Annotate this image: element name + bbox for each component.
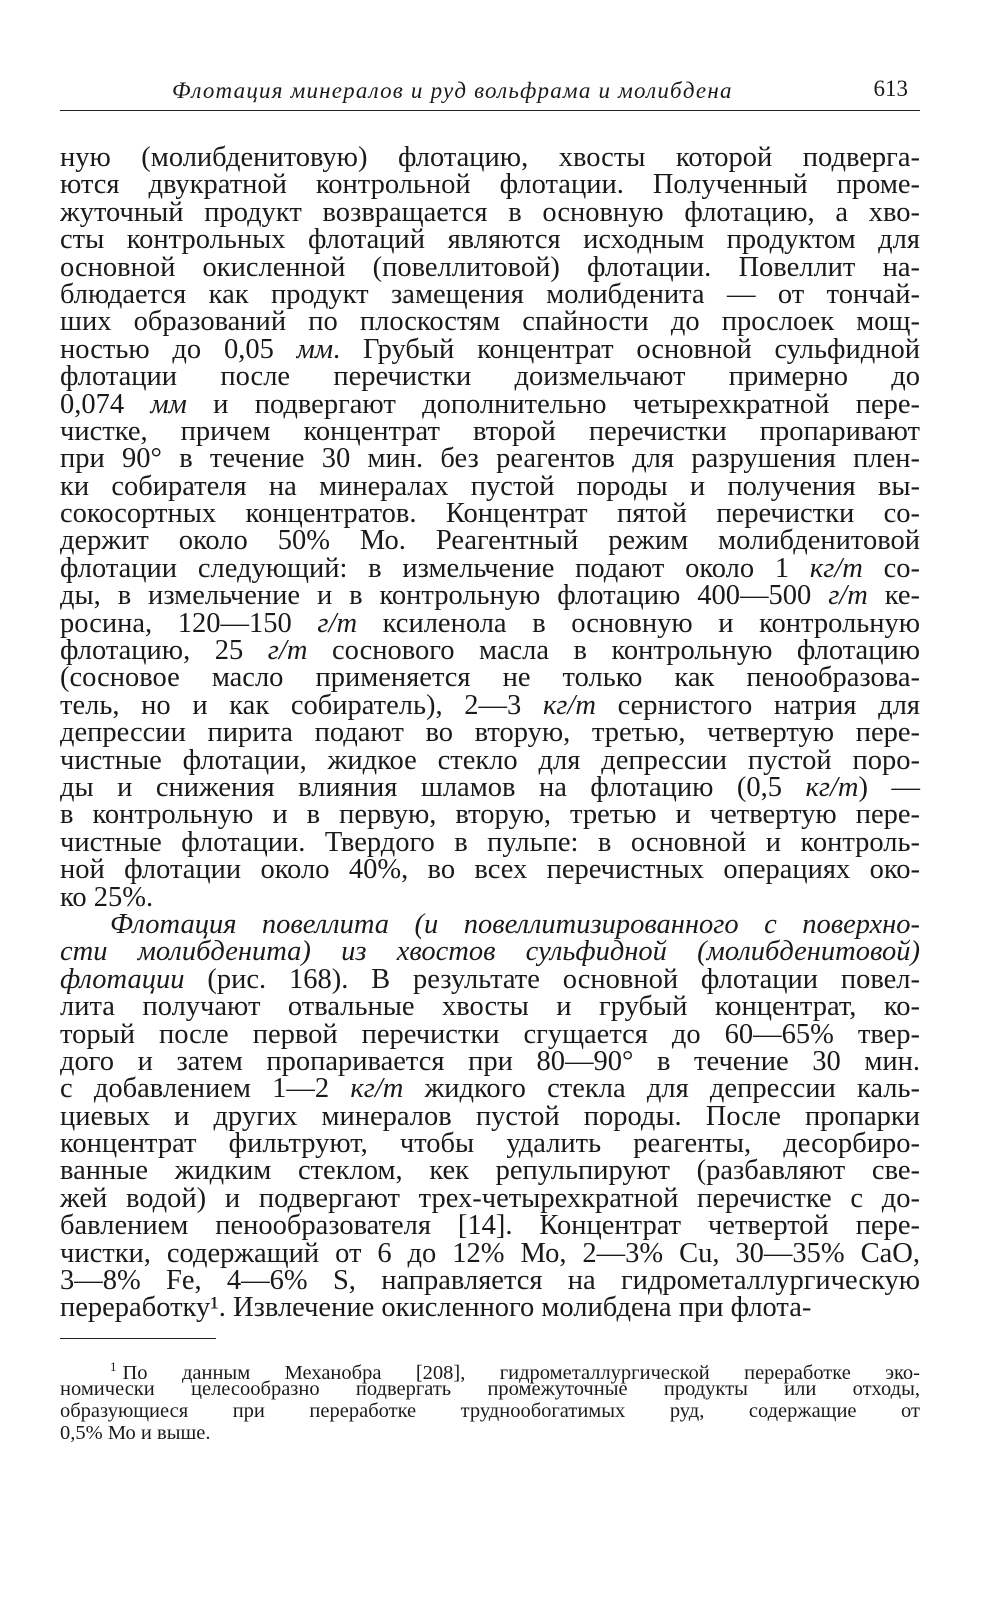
text-span: жидкого стекла для депрессии каль- xyxy=(403,1073,920,1105)
text-span: ностью до 0,05 xyxy=(60,333,297,365)
text-span: с добавлением 1—2 xyxy=(60,1073,351,1105)
text-span: концентрат фильтруют, чтобы удалить реагенты, десорбиро- xyxy=(60,1128,920,1160)
footnote-line xyxy=(60,1378,920,1400)
text-span: ды и снижения влияния шламов на флотацию (0,5 xyxy=(60,771,806,803)
text-line xyxy=(60,1045,920,1077)
text-line xyxy=(60,169,920,201)
footnote-text: 0,5% Мо и выше. xyxy=(60,1422,211,1444)
text-span: ются двукратной контрольной флотации. Полученный проме- xyxy=(60,169,920,201)
italic-span: кг/т xyxy=(350,1073,404,1105)
footnote-text: номически целесообразно подвергать промежуточные продукты или отходы, xyxy=(60,1378,920,1400)
text-span: . Грубый концентрат основной сульфидной xyxy=(333,333,920,365)
text-span: чистные флотации, жидкое стекло для депрессии пустой поро- xyxy=(60,744,920,776)
text-span: дого и затем пропаривается при 80—90° в течение 30 мин. xyxy=(60,1045,920,1077)
text-span: росина, 120—150 xyxy=(60,607,318,639)
text-span: флотации следующий: в измельчение подают около 1 xyxy=(60,552,810,584)
text-span: со- xyxy=(862,552,921,584)
text-span: переработку¹. Извлечение окисленного молибдена при флота- xyxy=(60,1292,812,1324)
text-line xyxy=(60,525,920,557)
text-line xyxy=(60,1100,920,1132)
text-span: и подвергают дополнительно четырехкратной пере- xyxy=(186,388,920,420)
italic-span: Флотация повеллита (и повеллитизированного с поверхно- xyxy=(110,908,920,940)
text-span: чистке, причем концентрат второй перечистки пропаривают xyxy=(60,415,920,447)
text-line xyxy=(60,224,920,256)
text-line xyxy=(60,689,920,721)
text-span: (сосновое масло применяется не только как пенообразова- xyxy=(60,662,920,694)
italic-span: кг/т xyxy=(542,689,596,721)
text-span: ки собирателя на минералах пустой породы и получения вы- xyxy=(60,470,920,502)
text-span: держит около 50% Мо. Реагентный режим молибденитовой xyxy=(60,525,920,557)
text-line xyxy=(60,1292,920,1324)
text-span: 0,074 xyxy=(60,388,151,420)
text-span: тель, но и как собиратель), 2—3 xyxy=(60,689,543,721)
text-line xyxy=(60,361,920,393)
text-span: сернистого натрия для xyxy=(595,689,920,721)
footnote-line xyxy=(60,1400,920,1422)
footnote-rule xyxy=(60,1338,216,1339)
text-span: ко 25%. xyxy=(60,881,154,913)
body-text xyxy=(60,144,920,1322)
text-span: (рис. 168). В результате основной флотации повел- xyxy=(184,963,920,995)
footnote-marker: 1 xyxy=(110,1359,117,1374)
text-line xyxy=(60,415,920,447)
italic-span: г/т xyxy=(317,607,358,639)
text-span: в контрольную и в первую, вторую, третью и четвертую пере- xyxy=(60,799,920,831)
text-line xyxy=(60,799,920,831)
text-line xyxy=(60,306,920,338)
text-span: лита получают отвальные хвосты и грубый концентрат, ко- xyxy=(60,991,920,1023)
text-span: флотации после перечистки доизмельчают примерно до xyxy=(60,361,920,393)
text-line xyxy=(60,552,921,584)
text-line xyxy=(60,333,920,365)
text-span: ды, в измельчение и в контрольную флотацию 400—500 xyxy=(60,580,829,612)
text-line xyxy=(60,1210,920,1242)
text-line xyxy=(60,498,920,530)
text-span: при 90° в течение 30 мин. без реагентов для разрушения плен- xyxy=(60,443,920,475)
text-line xyxy=(60,744,920,776)
text-line xyxy=(60,908,920,940)
text-span: циевых и других минералов пустой породы. После пропарки xyxy=(60,1100,920,1132)
text-line xyxy=(60,1155,920,1187)
text-span: сокосортных концентратов. Концентрат пятой перечистки со- xyxy=(60,498,920,530)
text-span: бавлением пенообразователя [14]. Концентрат четвертой пере- xyxy=(60,1210,920,1242)
text-line xyxy=(60,580,921,612)
italic-span: флотации xyxy=(60,963,185,995)
text-span: жуточный продукт возвращается в основную флотацию, а хво- xyxy=(60,196,920,228)
text-line xyxy=(60,881,920,913)
running-title: Флотация минералов и руд вольфрама и молибдена xyxy=(172,78,733,103)
text-span: торый после первой перечистки сгущается до 60—65% твер- xyxy=(60,1018,920,1050)
text-line xyxy=(60,607,920,639)
text-span: 3—8% Fe, 4—6% S, направляется на гидрометаллургическую xyxy=(60,1265,920,1297)
text-span: ших образований по плоскостям спайности до прослоек мощ- xyxy=(60,306,920,338)
text-span: основной окисленной (повеллитовой) флотации. Повеллит на- xyxy=(60,251,920,283)
text-line xyxy=(60,278,920,310)
text-line xyxy=(60,771,920,803)
text-line xyxy=(60,826,920,858)
text-span: ванные жидким стеклом, кек репульпируют (разбавляют све- xyxy=(60,1155,920,1187)
italic-span: г/т xyxy=(828,580,868,612)
italic-span: мм xyxy=(296,333,334,365)
text-line xyxy=(60,1237,920,1269)
italic-span: кг/т xyxy=(805,771,859,803)
running-head xyxy=(60,76,920,111)
text-line xyxy=(60,1182,920,1214)
text-line xyxy=(60,388,920,420)
text-line xyxy=(60,717,920,749)
text-span: жей водой) и подвергают трех-четырехкратной перечистке с до- xyxy=(60,1182,920,1214)
text-line xyxy=(60,144,920,171)
text-span: ) — xyxy=(858,771,920,803)
text-line xyxy=(60,196,920,228)
text-line xyxy=(60,470,920,502)
text-span: ную (молибденитовую) флотацию, хвосты которой подверга- xyxy=(60,142,920,173)
text-line xyxy=(60,854,920,886)
text-line xyxy=(60,1128,920,1160)
footnote-line xyxy=(60,1356,920,1384)
text-span: ке- xyxy=(867,580,921,612)
text-line xyxy=(60,1018,920,1050)
text-line xyxy=(60,443,920,475)
text-line xyxy=(60,936,920,968)
footnote xyxy=(60,1356,920,1444)
italic-span: мм xyxy=(150,388,187,420)
footnote-line xyxy=(60,1422,920,1444)
text-span: сты контрольных флотаций являются исходным продуктом для xyxy=(60,224,920,256)
text-span: соснового масла в контрольную флотацию xyxy=(307,635,920,667)
text-span: депрессии пирита подают во вторую, третью, четвертую пере- xyxy=(60,717,920,749)
italic-span: сти молибденита) из хвостов сульфидной (молибденитовой) xyxy=(60,936,920,968)
text-span: ксиленола в основную и контрольную xyxy=(357,607,920,639)
text-line xyxy=(60,991,920,1023)
text-line xyxy=(60,635,920,667)
text-span: чистные флотации. Твердого в пульпе: в основной и контроль- xyxy=(60,826,920,858)
text-span: блюдается как продукт замещения молибденита — от тончай- xyxy=(60,278,920,310)
page-number: 613 xyxy=(873,76,908,101)
text-span: ной флотации около 40%, во всех перечистных операциях око- xyxy=(60,854,920,886)
footnote-text: образующиеся при переработке труднообогатимых руд, содержащие от xyxy=(60,1400,920,1422)
text-line xyxy=(60,1265,920,1297)
text-span: флотацию, 25 xyxy=(60,635,268,667)
italic-span: г/т xyxy=(267,635,308,667)
text-line xyxy=(60,251,920,283)
text-line xyxy=(60,1073,920,1105)
text-line xyxy=(60,662,920,694)
italic-span: кг/т xyxy=(809,552,863,584)
text-span: чистки, содержащий от 6 до 12% Мо, 2—3% Cu, 30—35% CaO, xyxy=(60,1237,920,1269)
footnote-text: По данным Механобра [208], гидрометаллургической переработке эко- xyxy=(122,1361,920,1384)
text-line xyxy=(60,963,920,995)
